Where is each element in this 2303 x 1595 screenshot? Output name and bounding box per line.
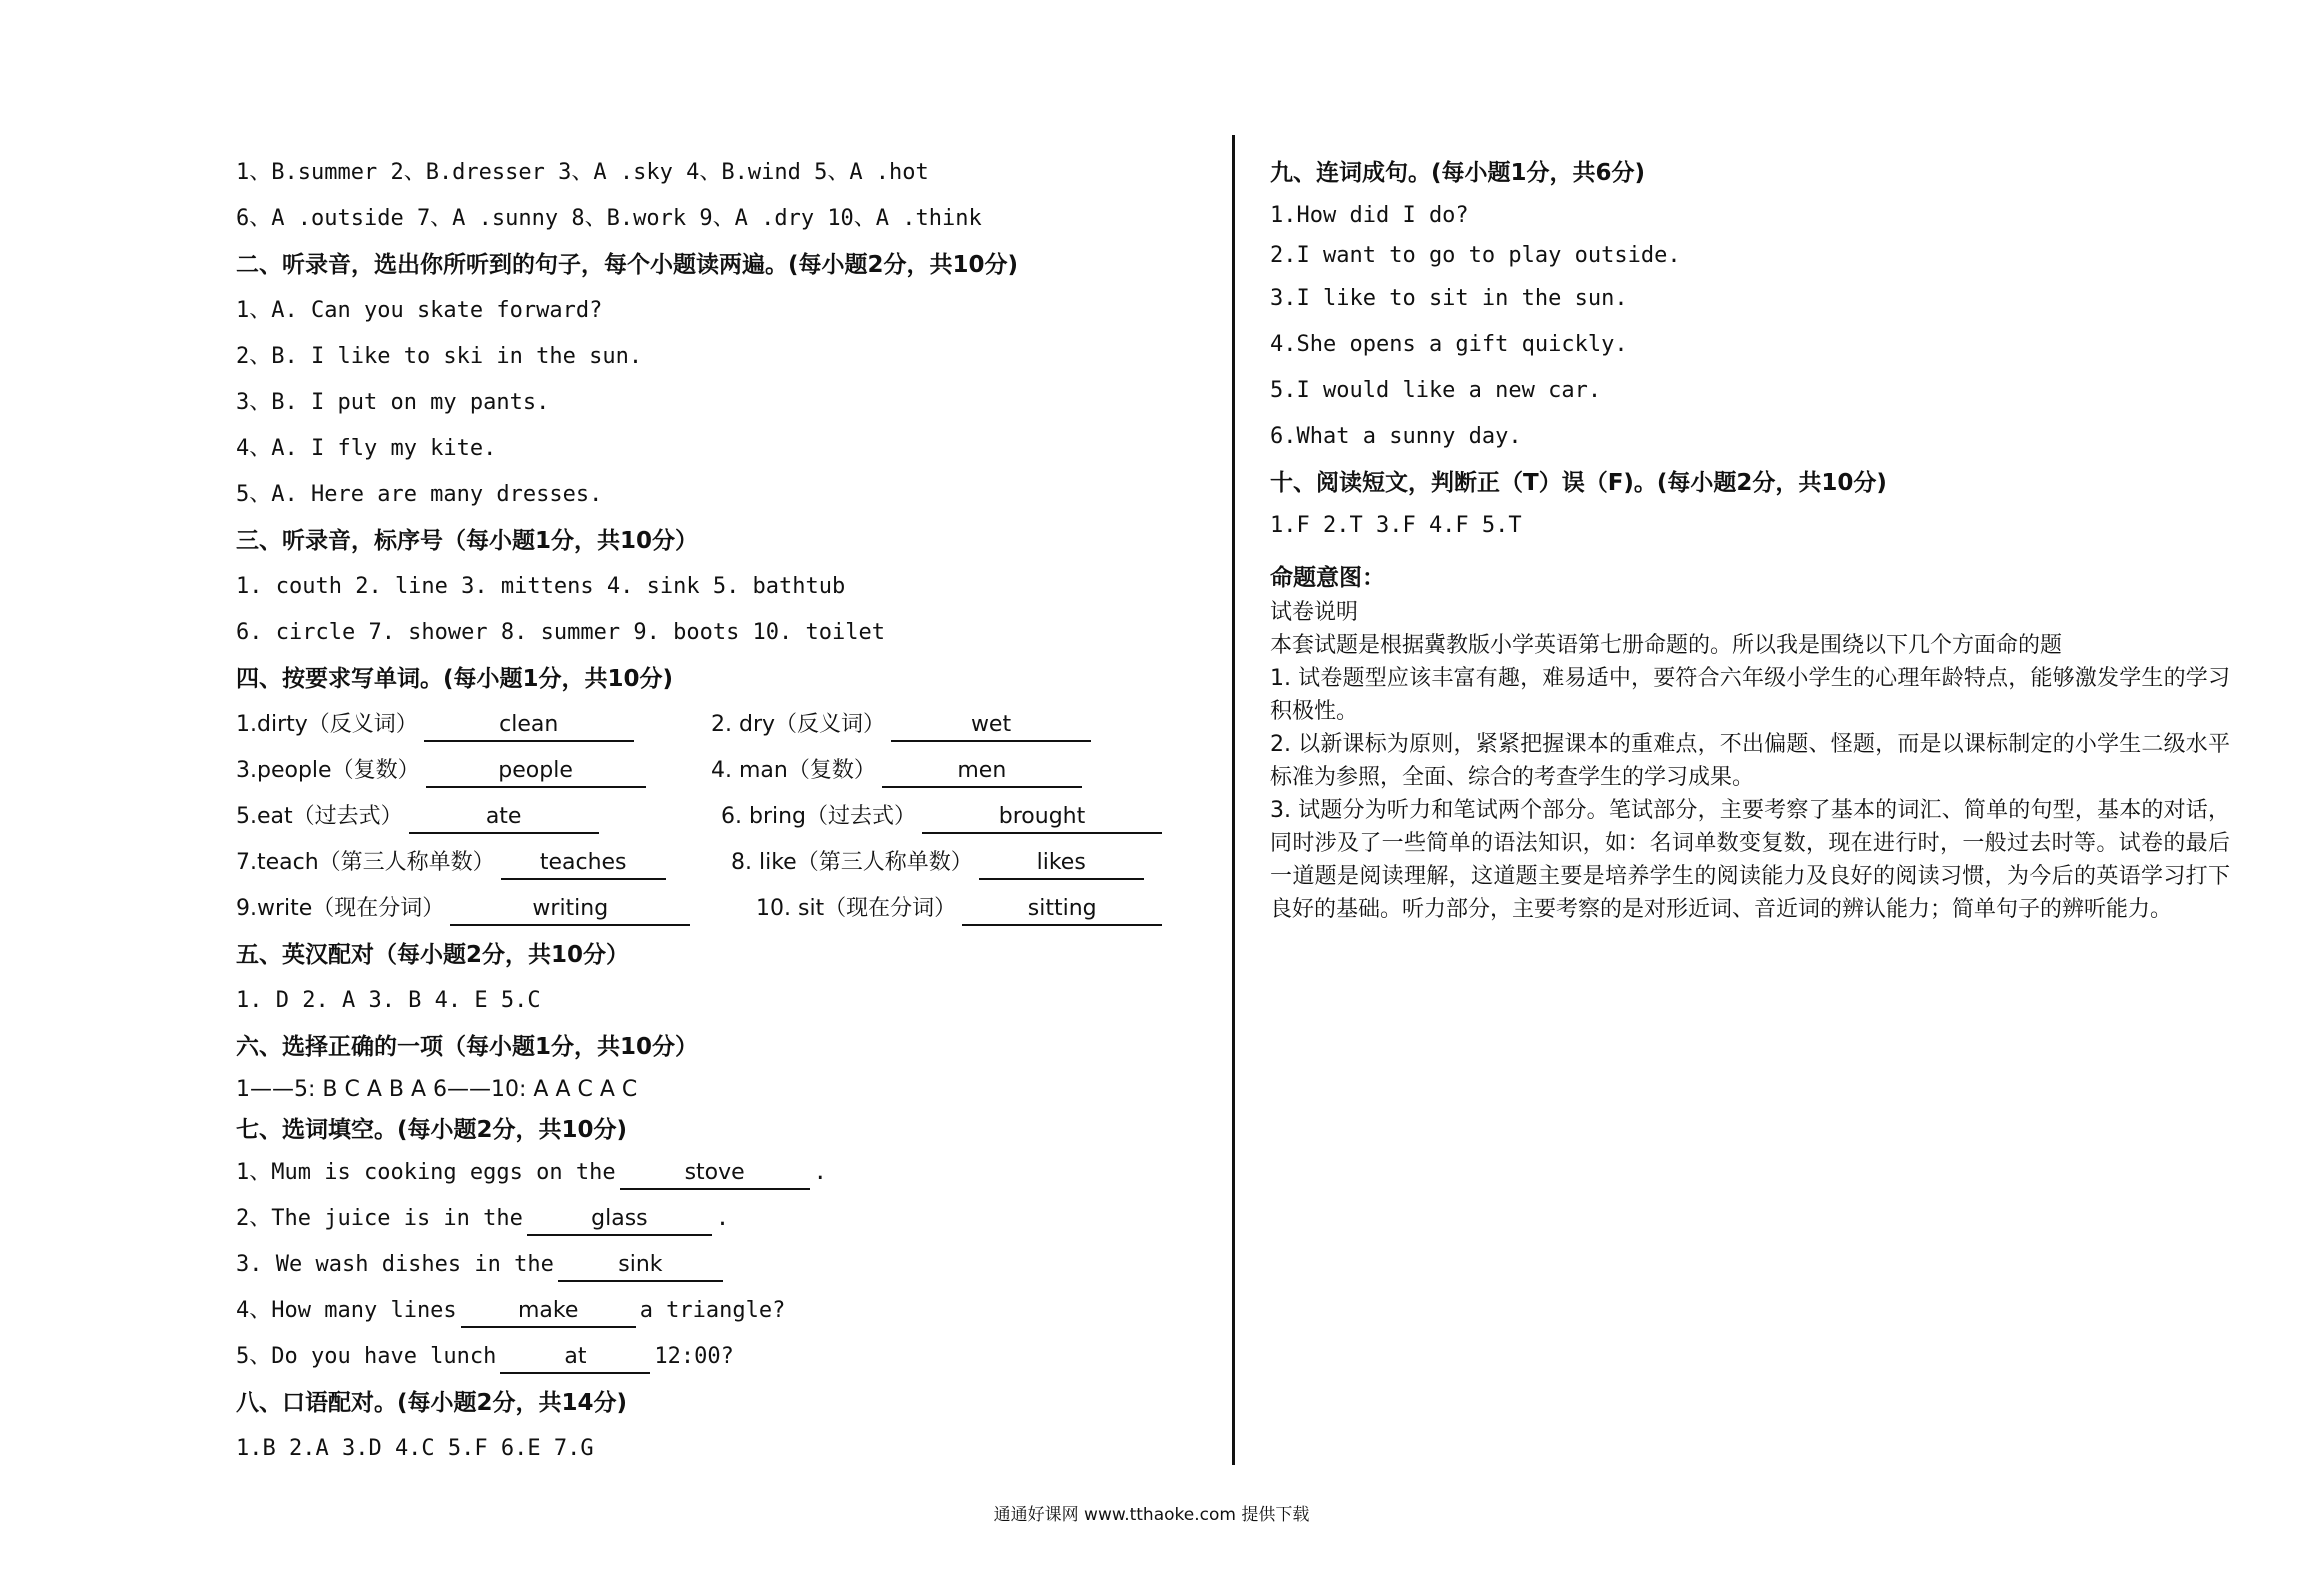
s3-line-1: 1. couth 2. line 3. mittens 4. sink 5. bathtub [236,574,846,599]
s4-row-1 [236,702,1216,748]
s5-line: 1. D 2. A 3. B 4. E 5.C [236,988,541,1013]
s2-line-1: 1、A. Can you skate forward? [236,298,603,323]
s4-a6: brought [922,800,1162,834]
s7-item-1 [236,1150,1216,1196]
s7-a1: stove [620,1156,810,1190]
s4-a1: clean [424,708,634,742]
s7-q1-post: . [813,1160,827,1185]
s1-line-1: 1、B.summer 2、B.dresser 3、A .sky 4、B.wind 5、A .hot [236,160,929,185]
section-6-heading: 六、选择正确的一项（每小题1分，共10分） [236,1034,699,1060]
s8-line: 1.B 2.A 3.D 4.C 5.F 6.E 7.G [236,1436,594,1461]
s7-a3: sink [558,1248,723,1282]
s4-a3: people [426,754,646,788]
s4-q5: 5.eat（过去式） [236,804,403,829]
s9-line-5: 5.I would like a new car. [1270,378,1602,403]
s7-q5-post: 12:00? [654,1344,734,1369]
s2-line-5: 5、A. Here are many dresses. [236,482,603,507]
s2-line-3: 3、B. I put on my pants. [236,390,550,415]
intent-paragraph-2: 1. 试卷题型应该丰富有趣，难易适中，要符合六年级小学生的心理年龄特点，能够激发学生的学习积极性。 [1270,666,2230,724]
column-divider [1232,135,1235,1465]
s7-q2-text: 2、The juice is in the [236,1206,523,1231]
s4-a9: writing [450,892,690,926]
section-10-heading: 十、阅读短文，判断正（T）误（F)。(每小题2分，共10分) [1270,470,1887,496]
s10-line: 1.F 2.T 3.F 4.F 5.T [1270,513,1522,538]
s7-item-4 [236,1288,1216,1334]
s3-line-2: 6. circle 7. shower 8. summer 9. boots 10. toilet [236,620,886,645]
s7-a5: at [500,1340,650,1374]
s4-q9: 9.write（现在分词） [236,896,445,921]
s9-line-2: 2.I want to go to play outside. [1270,243,1681,268]
s2-line-4: 4、A. I fly my kite. [236,436,497,461]
s4-a5: ate [409,800,599,834]
s4-q8: 8. like（第三人称单数） [731,850,973,875]
footer-source: 通通好课网 www.tthaoke.com 提供下载 [993,1505,1310,1525]
s6-line: 1——5: B C A B A 6——10: A A C A C [236,1077,638,1102]
s7-q1-text: 1、Mum is cooking eggs on the [236,1160,616,1185]
s4-q1: 1.dirty（反义词） [236,712,418,737]
s7-q3-text: 3. We wash dishes in the [236,1252,554,1277]
s7-a2: glass [527,1202,712,1236]
section-4-heading: 四、按要求写单词。(每小题1分，共10分) [236,666,674,692]
s4-q2: 2. dry（反义词） [711,712,886,737]
section-8-heading: 八、口语配对。(每小题2分，共14分) [236,1390,628,1416]
section-2-heading: 二、听录音，选出你所听到的句子，每个小题读两遍。(每小题2分，共10分) [236,252,1019,278]
s4-q6: 6. bring（过去式） [721,804,917,829]
right-column [1270,150,2230,926]
s4-q4: 4. man（复数） [711,758,876,783]
s4-q10: 10. sit（现在分词） [756,896,957,921]
s7-item-3 [236,1242,1216,1288]
s9-line-4: 4.She opens a gift quickly. [1270,332,1628,357]
intent-subtitle: 试卷说明 [1270,600,1359,625]
section-3-heading: 三、听录音，标序号（每小题1分，共10分） [236,528,699,554]
intent-paragraph-3: 2. 以新课标为原则，紧紧把握课本的重难点，不出偏题、怪题，而是以课标制定的小学生二级水平标准为参照，全面、综合的考查学生的学习成果。 [1270,732,2230,790]
s2-line-2: 2、B. I like to ski in the sun. [236,344,643,369]
intent-paragraph-4: 3. 试题分为听力和笔试两个部分。笔试部分，主要考察了基本的词汇、简单的句型，基本的对话，同时涉及了一些简单的语法知识，如：名词单数变复数，现在进行时，一般过去时等。试卷的最后一道题是阅读理解，这道题主要是培养学生的阅读能力及良好的阅读习惯，为今后的英语学习打下良好的基础。听力部分，主要考察的是对形近词、音近词的辨认能力；简单句子的辨听能力。 [1270,798,2230,922]
s4-a4: men [882,754,1082,788]
section-5-heading: 五、英汉配对（每小题2分，共10分） [236,942,630,968]
s4-q7: 7.teach（第三人称单数） [236,850,495,875]
s7-item-2 [236,1196,1216,1242]
s9-line-6: 6.What a sunny day. [1270,424,1522,449]
s1-line-2: 6、A .outside 7、A .sunny 8、B.work 9、A .dry 10、A .think [236,206,982,231]
s4-q3: 3.people（复数） [236,758,420,783]
s7-q2-post: . [715,1206,730,1231]
s7-q4-post: a triangle? [639,1298,786,1323]
s7-q5-text: 5、Do you have lunch [236,1344,497,1369]
s7-item-5 [236,1334,1216,1380]
s4-a7: teaches [501,846,666,880]
s9-line-3: 3.I like to sit in the sun. [1270,286,1628,311]
section-7-heading: 七、选词填空。(每小题2分，共10分) [236,1117,628,1143]
s7-q4-text: 4、How many lines [236,1298,457,1323]
left-column [236,150,1216,1472]
s4-row-3 [236,794,1216,840]
intent-paragraph-1: 本套试题是根据冀教版小学英语第七册命题的。所以我是围绕以下几个方面命的题 [1270,633,2063,658]
s4-a8: likes [979,846,1144,880]
s7-a4: make [461,1294,636,1328]
section-9-heading: 九、连词成句。(每小题1分，共6分) [1270,160,1646,186]
s9-line-1: 1.How did I do? [1270,203,1469,228]
s4-a2: wet [891,708,1091,742]
s4-row-5 [236,886,1216,932]
s4-row-4 [236,840,1216,886]
intent-title: 命题意图： [1270,565,1385,591]
s4-a10: sitting [962,892,1162,926]
s4-row-2 [236,748,1216,794]
